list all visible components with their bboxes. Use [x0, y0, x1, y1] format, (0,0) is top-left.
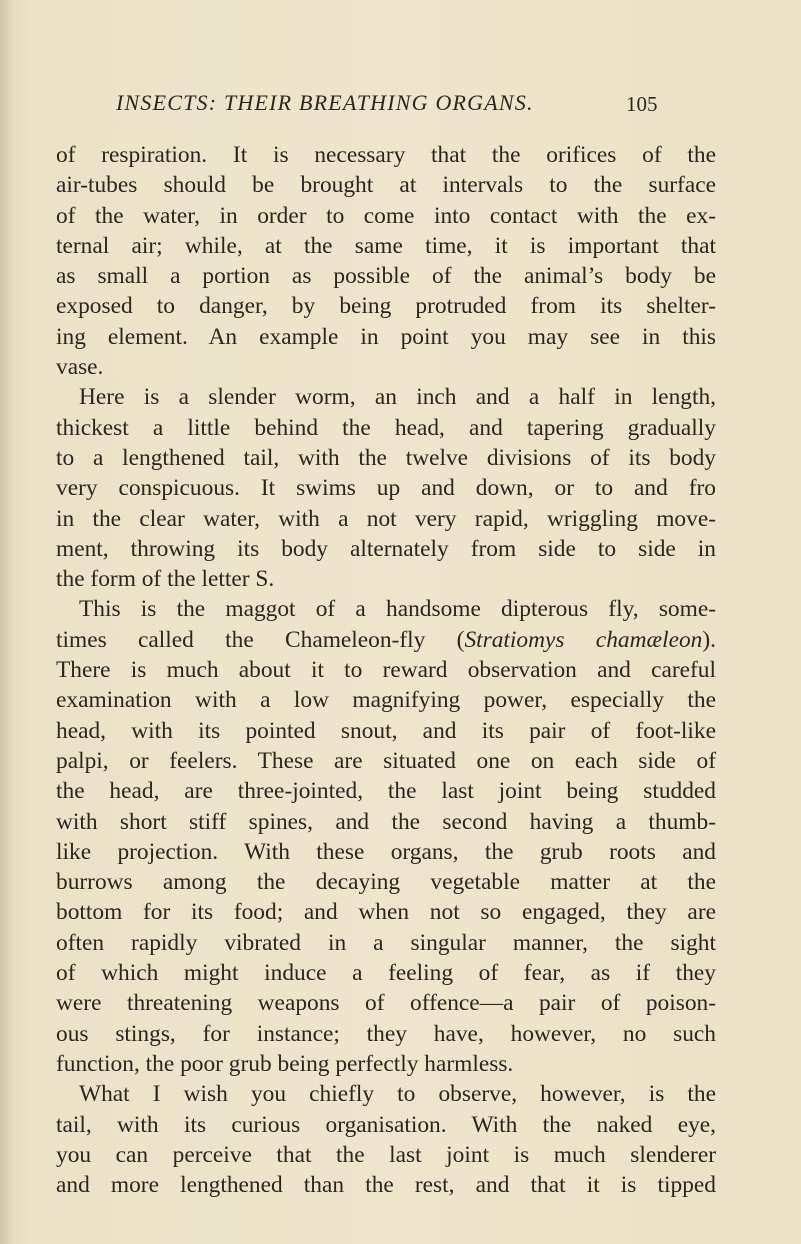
- running-title: INSECTS: THEIR BREATHING ORGANS.: [116, 90, 534, 115]
- text-line: tail, with its curious organisation. With the naked eye,: [56, 1111, 716, 1138]
- text-line: and more lengthened than the rest, and that it is tipped: [56, 1172, 716, 1199]
- text-line: This is the maggot of a handsome dipterous fly, some-: [79, 596, 716, 623]
- text-line: often rapidly vibrated in a singular manner, the sight: [56, 929, 716, 956]
- text-line: burrows among the decaying vegetable matter at the: [56, 869, 716, 896]
- text-line: like projection. With these organs, the grub roots and: [56, 838, 716, 865]
- text-line: palpi, or feelers. These are situated one on each side of: [56, 747, 716, 774]
- text-line: to a lengthened tail, with the twelve divisions of its body: [56, 444, 716, 471]
- text-line: ous stings, for instance; they have, however, no such: [56, 1020, 716, 1047]
- text-line: exposed to danger, by being protruded from its shelter-: [56, 293, 716, 320]
- text-line: vase.: [56, 354, 104, 381]
- text-line: ternal air; while, at the same time, it is important that: [56, 232, 716, 259]
- text-line: Here is a slender worm, an inch and a half in length,: [79, 384, 716, 411]
- text-line: function, the poor grub being perfectly harmless.: [56, 1050, 514, 1077]
- text-line: as small a portion as possible of the animal’s body be: [56, 263, 716, 290]
- text-line: head, with its pointed snout, and its pair of foot-like: [56, 717, 716, 744]
- text-line: thickest a little behind the head, and tapering gradually: [56, 414, 716, 441]
- text-line: of which might induce a feeling of fear, as if they: [56, 960, 716, 987]
- text-line: of respiration. It is necessary that the orifices of the: [56, 142, 716, 168]
- text-line: very conspicuous. It swims up and down, or to and fro: [56, 475, 716, 502]
- running-head: [0, 84, 801, 124]
- gutter-shadow: [0, 0, 14, 1244]
- text-fragment: times called the Chameleon-fly (: [56, 626, 465, 653]
- text-line: bottom for its food; and when not so engaged, they are: [56, 899, 716, 926]
- text-line: There is much about it to reward observation and careful: [56, 657, 716, 684]
- text-line: the head, are three-jointed, the last joint being studded: [56, 778, 716, 805]
- species-name: Stratiomys chamæleon: [464, 626, 703, 653]
- body-text: [56, 140, 716, 1200]
- text-line: of the water, in order to come into contact with the ex-: [56, 202, 716, 229]
- text-fragment: ).: [702, 626, 716, 653]
- text-line: ing element. An example in point you may see in this: [56, 323, 716, 350]
- text-line: air-tubes should be brought at intervals to the surface: [56, 172, 716, 199]
- text-line: the form of the letter S.: [56, 566, 275, 593]
- text-line: What I wish you chiefly to observe, however, is the: [79, 1081, 716, 1108]
- text-line-with-species: [56, 625, 716, 655]
- text-line: in the clear water, with a not very rapid, wriggling move-: [56, 505, 716, 532]
- text-line: examination with a low magnifying power, especially the: [56, 687, 716, 714]
- page-number: 105: [626, 92, 658, 116]
- text-line: you can perceive that the last joint is much slenderer: [56, 1141, 716, 1168]
- text-line: with short stiff spines, and the second having a thumb-: [56, 808, 716, 835]
- text-line: were threatening weapons of offence—a pair of poison-: [56, 990, 716, 1017]
- text-line: ment, throwing its body alternately from side to side in: [56, 535, 716, 562]
